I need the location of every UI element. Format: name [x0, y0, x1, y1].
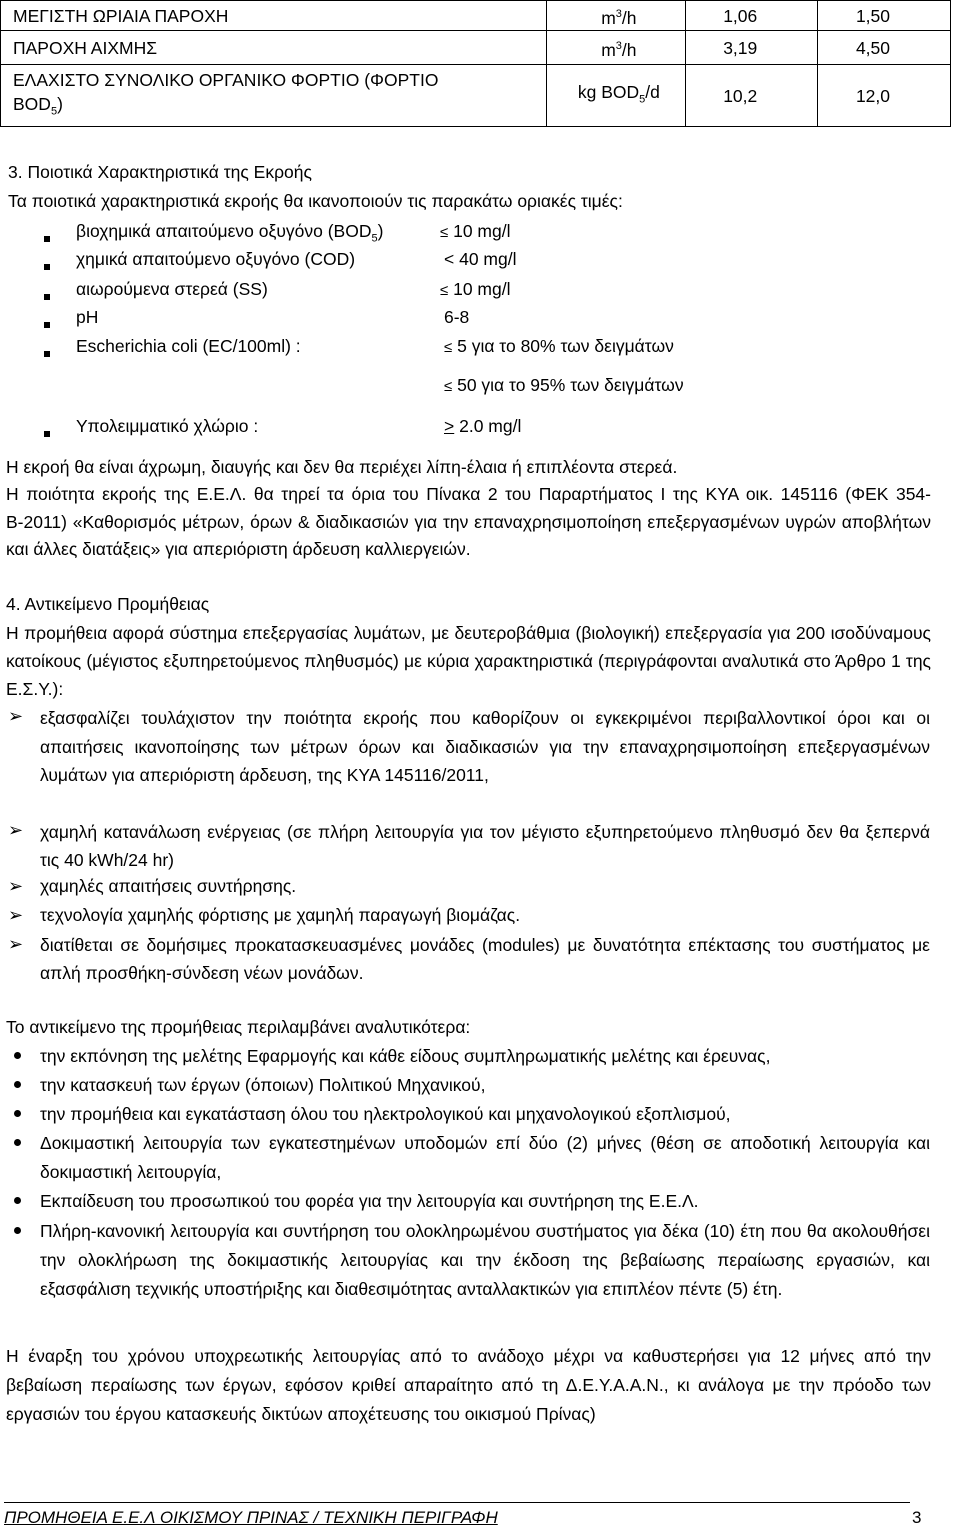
- arrow-bullet-icon: ➢: [8, 905, 24, 925]
- square-bullet-icon: [44, 344, 50, 365]
- cell-text: BOD: [13, 93, 51, 114]
- cell-text-line2: [13, 92, 540, 124]
- dot-bullet-icon: [14, 1132, 21, 1154]
- flow-table: [0, 0, 951, 127]
- unit-sup: 3: [615, 7, 622, 20]
- table-cell-value: [685, 1, 818, 31]
- footer-title: ΠΡΟΜΗΘΕΙΑ Ε.Ε.Λ ΟΙΚΙΣΜΟΥ ΠΡΙΝΑΣ / ΤΕΧΝΙΚΗ ΠΕΡΙΓΡΑΦΗ: [4, 1508, 498, 1527]
- unit-text: m: [601, 7, 616, 28]
- footer-divider: [4, 1502, 910, 1503]
- arrow-bullet-icon: ➢: [8, 706, 24, 726]
- limit-value: [444, 415, 521, 437]
- unit-text: m: [601, 39, 616, 60]
- table-cell-unit: [547, 1, 685, 31]
- cell-text: 12,0: [855, 85, 890, 106]
- limit-value: 6-8: [444, 307, 470, 327]
- table-cell-label: [1, 65, 547, 127]
- unit-text: /d: [645, 81, 660, 102]
- value-text: 50 για το 95% των δειγμάτων: [452, 375, 684, 395]
- unit-text: /h: [621, 39, 637, 60]
- limit-value: [440, 278, 511, 302]
- list-item: Πλήρη-κανονική λειτουργία και συντήρηση του ολοκληρωμένου συστήματος για δέκα (10) έτη που θα ακολουθήσει την ολοκλήρωση της δοκιμαστικής λειτουργίας και την έκδοση της βεβαίωσης περαίωσης εργασιών, και εξασφάλιση τεχνικής υποστήριξης και διαθεσιμότητας ανταλλακτικών για επιπλέον πέντε (5) έτη.: [40, 1221, 930, 1299]
- value-text: 2.0 mg/l: [454, 416, 522, 436]
- square-bullet-icon: [44, 287, 50, 308]
- table-cell-unit: [547, 31, 685, 65]
- subscript: 5: [50, 105, 58, 118]
- cell-text: 4,50: [855, 37, 890, 58]
- dot-bullet-icon: [14, 1045, 21, 1067]
- limit-name: χημικά απαιτούμενο οξυγόνο (COD): [76, 249, 356, 269]
- table-cell-label: [1, 31, 547, 65]
- cell-text: ): [57, 93, 63, 114]
- dot-bullet-icon: [14, 1074, 21, 1096]
- square-bullet-icon: [44, 424, 50, 445]
- list-item: Εκπαίδευση του προσωπικού του φορέα για την λειτουργία και συντήρηση της Ε.Ε.Λ.: [40, 1191, 699, 1211]
- square-bullet-icon: [44, 257, 50, 278]
- limit-value: [440, 220, 511, 244]
- paragraph: Το αντικείμενο της προμήθειας περιλαμβάνει αναλυτικότερα:: [6, 1017, 471, 1037]
- list-item: χαμηλή κατανάλωση ενέργειας (σε πλήρη λειτουργία για τον μέγιστο εξυπηρετούμενο πληθυσμό δεν θα ξεπερνά τις 40 kWh/24 hr): [40, 822, 930, 870]
- ge-symbol: >: [444, 416, 455, 436]
- value-text: 10 mg/l: [453, 279, 511, 299]
- unit-text: /h: [621, 7, 637, 28]
- limit-text: βιοχημικά απαιτούμενο οξυγόνο (BOD: [76, 221, 372, 241]
- section-intro: Τα ποιοτικά χαρακτηριστικά εκροής θα ικανοποιούν τις παρακάτω οριακές τιμές:: [8, 191, 623, 211]
- dot-bullet-icon: [14, 1190, 21, 1212]
- cell-text: ΠΑΡΟΧΗ ΑΙΧΜΗΣ: [13, 37, 158, 58]
- paragraph: Η προμήθεια αφορά σύστημα επεξεργασίας λυμάτων, με δευτεροβάθμια (βιολογική) επεξεργασία για 200 ισοδύναμους κατοίκους (μέγιστος εξυπηρετούμενος πληθυσμός) με κύρια χαρακτηριστικά (περιγράφονται αναλυτικά στο Άρθρο 1 της Ε.Σ.Υ.):: [6, 623, 931, 699]
- list-item: τεχνολογία χαμηλής φόρτισης με χαμηλή παραγωγή βιομάζας.: [40, 905, 521, 925]
- section-heading: 4. Αντικείμενο Προμήθειας: [6, 594, 210, 614]
- arrow-bullet-icon: ➢: [8, 820, 24, 840]
- limit-value-extra: [444, 374, 684, 398]
- table-row: [1, 1, 951, 31]
- limit-value: < 40 mg/l: [444, 249, 517, 269]
- limit-name: [76, 220, 383, 250]
- cell-text: 3,19: [723, 37, 758, 58]
- value-text: 10 mg/l: [453, 221, 511, 241]
- le-symbol: ≤: [440, 282, 449, 299]
- list-item: εξασφαλίζει τουλάχιστον την ποιότητα εκροής που καθορίζουν οι εγκεκριμένοι περιβαλλοντικοί όροι και οι απαιτήσεις ικανοποίησης των μέτρων όρων και διαδικασιών για την επαναχρησιμοποίηση επεξεργασμένων λυμάτων για απεριόριστη άρδευση, της ΚΥΑ 145116/2011,: [40, 708, 930, 785]
- paragraph: Η έναρξη του χρόνου υποχρεωτικής λειτουργίας από το ανάδοχο μέχρι να καθυστερήσει για 12 μήνες από την βεβαίωση περαίωσης των έργων, εφόσον κριθεί απαραίτητο από τη Δ.Ε.Υ.Α.Α.Ν., κι ανάλογα με την πρόοδο των εργασιών του έργου κατασκευής δικτύων αποχέτευσης του οικισμού Πρίνας): [6, 1346, 931, 1424]
- cell-text: ΕΛΑΧΙΣΤΟ ΣΥΝΟΛΙΚΟ ΟΡΓΑΝΙΚΟ ΦΟΡΤΙΟ (ΦΟΡΤΙΟ: [13, 69, 439, 90]
- table-cell-unit: [547, 65, 685, 127]
- table-cell-value: [818, 31, 951, 65]
- le-symbol: ≤: [444, 378, 453, 395]
- table-cell-value: [685, 31, 818, 65]
- cell-text: ΜΕΓΙΣΤΗ ΩΡΙΑΙΑ ΠΑΡΟΧΗ: [13, 5, 229, 26]
- paragraph: Η ποιότητα εκροής της Ε.Ε.Λ. θα τηρεί τα όρια του Πίνακα 2 του Παραρτήματος Ι της ΚΥΑ οικ. 145116 (ΦΕΚ 354-Β-2011) «Καθορισμός μέτρων, όρων & διαδικασιών για την επαναχρησιμοποίηση επεξεργασμένων υγρών αποβλήτων και άλλες διατάξεις» για απεριόριστη άρδευση καλλιεργειών.: [6, 484, 931, 559]
- le-symbol: ≤: [440, 224, 449, 241]
- table-cell-label: [1, 1, 547, 31]
- list-item: την εκπόνηση της μελέτης Εφαρμογής και κάθε είδους συμπληρωματικής μελέτης και έρευνας,: [40, 1046, 771, 1066]
- limit-value: [444, 335, 674, 359]
- table-cell-value: [818, 65, 951, 127]
- page-number: 3: [912, 1508, 922, 1527]
- square-bullet-icon: [44, 229, 50, 250]
- cell-text: 1,06: [723, 5, 758, 26]
- unit-text: kg BOD: [577, 81, 640, 102]
- limit-text: ): [377, 221, 384, 241]
- paragraph: Η εκροή θα είναι άχρωμη, διαυγής και δεν θα περιέχει λίπη-έλαια ή επιπλέοντα στερεά.: [6, 457, 678, 477]
- subscript: 5: [639, 93, 646, 106]
- table-cell-value: [818, 1, 951, 31]
- limit-name: Υπολειμματικό χλώριο :: [76, 416, 259, 436]
- value-text: 5 για το 80% των δειγμάτων: [452, 336, 674, 356]
- dot-bullet-icon: [14, 1220, 21, 1242]
- dot-bullet-icon: [14, 1103, 21, 1125]
- list-item: την προμήθεια και εγκατάσταση όλου του ηλεκτρολογικού και μηχανολογικού εξοπλισμού,: [40, 1104, 731, 1124]
- list-item: Δοκιμαστική λειτουργία των εγκατεστημένων υποδομών επί δύο (2) μήνες (θέση σε αποδοτική λειτουργία και δοκιμαστική λειτουργία,: [40, 1133, 930, 1182]
- table-row: [1, 31, 951, 65]
- arrow-bullet-icon: ➢: [8, 934, 24, 954]
- limit-name: pH: [76, 307, 99, 327]
- list-item: χαμηλές απαιτήσεις συντήρησης.: [40, 876, 297, 896]
- subscript: 5: [371, 232, 378, 245]
- cell-text: 1,50: [855, 5, 890, 26]
- limit-name: αιωρούμενα στερεά (SS): [76, 279, 268, 299]
- cell-text: 10,2: [723, 85, 758, 106]
- list-item: την κατασκευή των έργων (όποιων) Πολιτικού Μηχανικού,: [40, 1075, 486, 1095]
- le-symbol: ≤: [444, 339, 453, 356]
- list-item: διατίθεται σε δομήσιμες προκατασκευασμένες μονάδες (modules) με δυνατότητα επέκτασης του συστήματος με απλή προσθήκη-σύνδεση νέων μονάδων.: [40, 935, 930, 983]
- arrow-bullet-icon: ➢: [8, 876, 24, 896]
- table-cell-value: [685, 65, 818, 127]
- unit-sup: 3: [615, 39, 622, 52]
- square-bullet-icon: [44, 315, 50, 336]
- section-heading: 3. Ποιοτικά Χαρακτηριστικά της Εκροής: [8, 162, 312, 182]
- limit-name: Escherichia coli (EC/100ml) :: [76, 336, 301, 356]
- table-row: [1, 65, 951, 127]
